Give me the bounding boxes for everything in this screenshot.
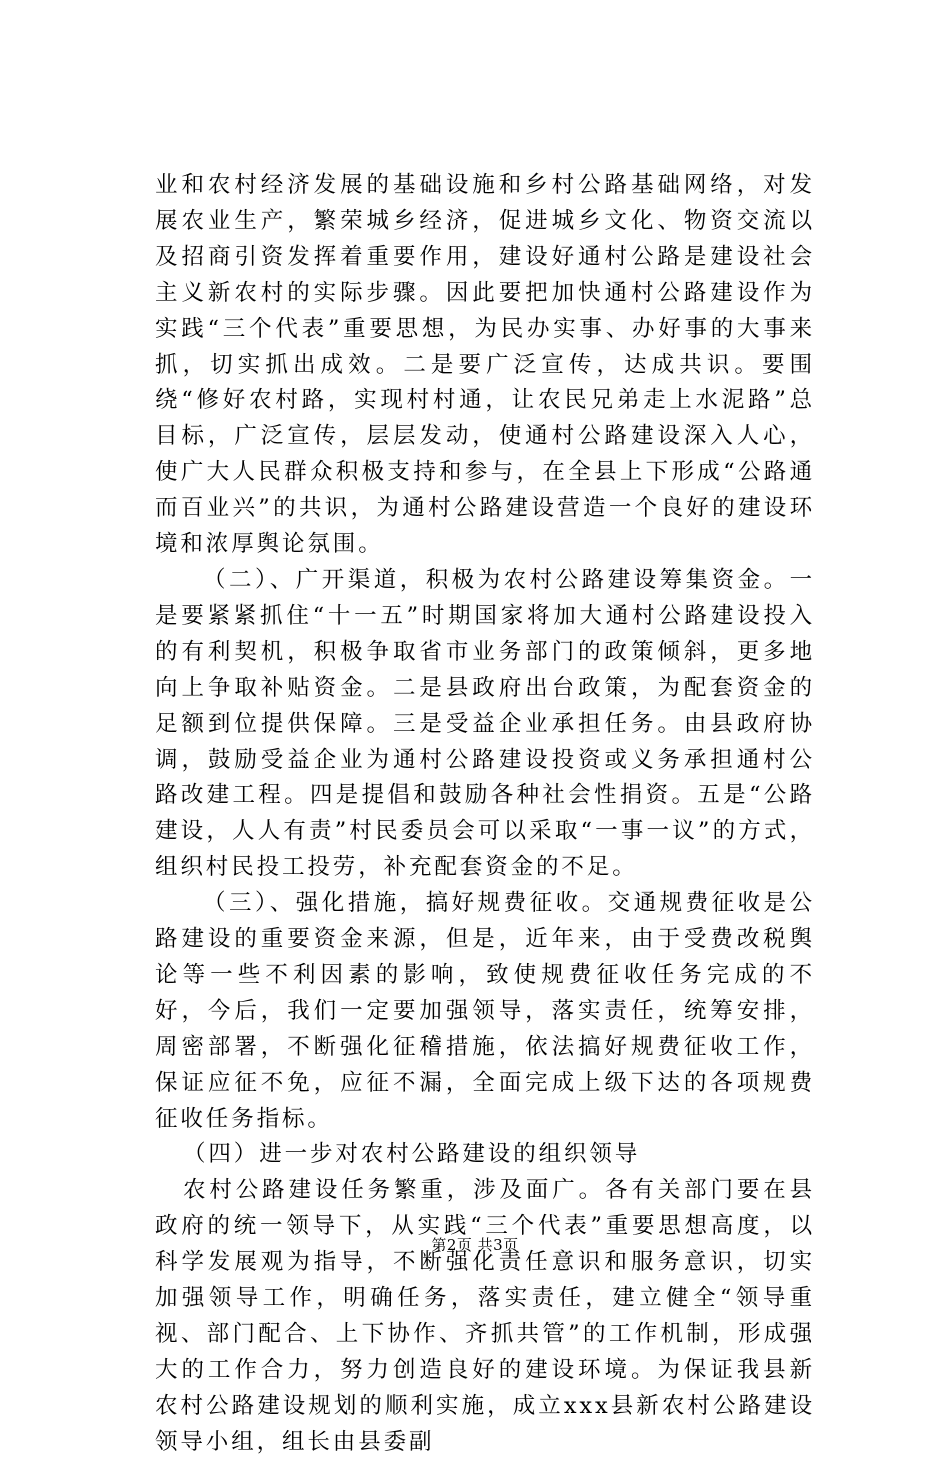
paragraph-section-four: 农村公路建设任务繁重，涉及面广。各有关部门要在县政府的统一领导下，从实践“三个代表”重要思想高度，以科学发展观为指导，不断强化责任意识和服务意识，切实加强领导工作，明确任务，落实责任，建立健全“领导重视、部门配合、上下协作、齐抓共管”的工作机制，形成强大的工作合力，努力创造良好的建设环境。为保证我县新农村公路建设规划的顺利实施，成立xxx县新农村公路建设领导小组，组长由县委副 [155,1177,815,1455]
section-heading-four: （四）进一步对农村公路建设的组织领导 [183,1141,641,1168]
page-number-footer: 第2页 共3页 [431,1236,519,1254]
document-body [155,168,815,1461]
paragraph-section-two: （二）、广开渠道，积极为农村公路建设筹集资金。一是要紧紧抓住“十一五”时期国家将加大通村公路建设投入的有利契机，积极争取省市业务部门的政策倾斜，更多地向上争取补贴资金。二是县政府出台政策，为配套资金的足额到位提供保障。三是受益企业承担任务。由县政府协调，鼓励受益企业为通村公路建设投资或义务承担通村公路改建工程。四是提倡和鼓励各种社会性捐资。五是“公路建设，人人有责”村民委员会可以采取“一事一议”的方式，组织村民投工投劳，补充配套资金的不足。 [155,566,815,881]
paragraph-section-three: （三）、强化措施，搞好规费征收。交通规费征收是公路建设的重要资金来源，但是，近年来，由于受费改税舆论等一些不利因素的影响，致使规费征收任务完成的不好，今后，我们一定要加强领导，落实责任，统筹安排，周密部署，不断强化征稽措施，依法搞好规费征收工作，保证应征不免，应征不漏，全面完成上级下达的各项规费征收任务指标。 [155,890,815,1132]
paragraph-continuation: 业和农村经济发展的基础设施和乡村公路基础网络，对发展农业生产，繁荣城乡经济，促进城乡文化、物资交流以及招商引资发挥着重要作用，建设好通村公路是建设社会主义新农村的实际步骤。因此要把加快通村公路建设作为实践“三个代表”重要思想，为民办实事、办好事的大事来抓，切实抓出成效。二是要广泛宣传，达成共识。要围绕“修好农村路，实现村村通，让农民兄弟走上水泥路”总目标，广泛宣传，层层发动，使通村公路建设深入人心，使广大人民群众积极支持和参与，在全县上下形成“公路通而百业兴”的共识，为通村公路建设营造一个良好的建设环境和浓厚舆论氛围。 [155,172,815,558]
